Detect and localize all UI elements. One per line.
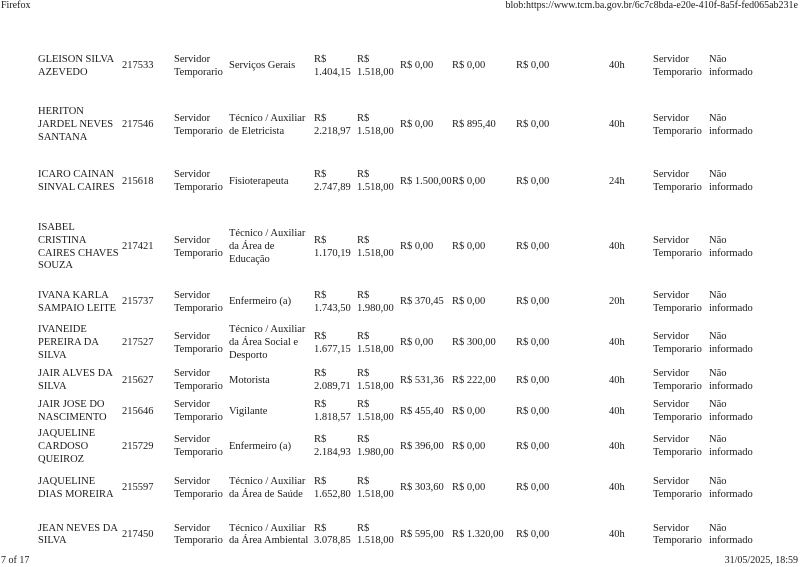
weekly-hours: 24h — [609, 175, 625, 187]
employee-id: 217527 — [122, 337, 154, 349]
job-title: Técnico / Auxiliar da Área Ambiental — [229, 522, 309, 547]
employee-category: Servidor Temporario — [653, 368, 702, 392]
base-salary: R$ 2.089,71 — [314, 368, 351, 392]
employee-category: Servidor Temporario — [653, 330, 702, 355]
additional-value-1: R$ 0,00 — [400, 60, 434, 72]
base-salary: R$ 3.078,85 — [314, 522, 351, 547]
employment-type: Servidor Temporario — [174, 368, 223, 392]
employee-id: 215627 — [122, 374, 154, 386]
observation: Não informado — [709, 368, 753, 392]
employment-type: Servidor Temporario — [174, 169, 223, 193]
employee-id: 217533 — [122, 60, 154, 72]
additional-value-2: R$ 300,00 — [452, 337, 496, 349]
additional-value-1: R$ 455,40 — [400, 405, 444, 417]
browser-title: Firefox — [1, 0, 31, 11]
table-row — [38, 153, 769, 211]
base-salary: R$ 2.218,97 — [314, 112, 351, 137]
additional-value-3: R$ 0,00 — [516, 296, 550, 308]
additional-value-1: R$ 0,00 — [400, 337, 434, 349]
employee-name: ICARO CAINAN SINVAL CAIRES — [38, 169, 115, 193]
gross-salary: R$ 1.518,00 — [357, 399, 394, 423]
observation: Não informado — [709, 53, 753, 78]
employee-id: 217450 — [122, 528, 154, 540]
additional-value-1: R$ 595,00 — [400, 528, 444, 540]
job-title: Técnico / Auxiliar da Área de Educação — [229, 228, 306, 265]
additional-value-2: R$ 0,00 — [452, 482, 486, 494]
employee-id: 215737 — [122, 296, 154, 308]
additional-value-3: R$ 0,00 — [516, 440, 550, 452]
employee-name: IVANA KARLA SAMPAIO LEITE — [38, 289, 117, 314]
table-row — [38, 35, 769, 98]
employee-name: HERITON JARDEL NEVES SANTANA — [38, 106, 114, 143]
job-title: Motorista — [229, 374, 270, 386]
observation: Não informado — [709, 112, 753, 137]
employee-id: 217546 — [122, 119, 154, 131]
gross-salary: R$ 1.518,00 — [357, 234, 394, 259]
table-row — [38, 321, 769, 366]
base-salary: R$ 1.818,57 — [314, 399, 351, 423]
gross-salary: R$ 1.980,00 — [357, 289, 394, 314]
weekly-hours: 40h — [609, 337, 625, 349]
additional-value-1: R$ 370,45 — [400, 296, 444, 308]
employment-type: Servidor Temporario — [174, 53, 223, 78]
gross-salary: R$ 1.518,00 — [357, 368, 394, 392]
job-title: Fisioterapeuta — [229, 175, 289, 187]
table-row — [38, 466, 769, 511]
weekly-hours: 40h — [609, 405, 625, 417]
additional-value-1: R$ 0,00 — [400, 241, 434, 253]
employee-name: JAQUELINE CARDOSO QUEIROZ — [38, 428, 96, 465]
employee-name: GLEISON SILVA AZEVEDO — [38, 53, 114, 78]
employee-category: Servidor Temporario — [653, 112, 702, 137]
observation: Não informado — [709, 399, 753, 423]
job-title: Técnico / Auxiliar de Eletricista — [229, 112, 306, 137]
additional-value-2: R$ 895,40 — [452, 119, 496, 131]
additional-value-3: R$ 0,00 — [516, 175, 550, 187]
additional-value-3: R$ 0,00 — [516, 528, 550, 540]
employment-type: Servidor Temporario — [174, 476, 223, 500]
weekly-hours: 20h — [609, 296, 625, 308]
additional-value-3: R$ 0,00 — [516, 337, 550, 349]
employee-name: IVANEIDE PEREIRA DA SILVA — [38, 324, 99, 361]
gross-salary: R$ 1.518,00 — [357, 112, 394, 137]
employee-category: Servidor Temporario — [653, 522, 702, 547]
page-counter: 7 of 17 — [1, 555, 30, 566]
employment-type: Servidor Temporario — [174, 522, 223, 547]
weekly-hours: 40h — [609, 528, 625, 540]
employee-id: 215618 — [122, 175, 154, 187]
additional-value-3: R$ 0,00 — [516, 405, 550, 417]
gross-salary: R$ 1.518,00 — [357, 330, 394, 355]
employee-id: 215729 — [122, 440, 154, 452]
additional-value-2: R$ 0,00 — [452, 405, 486, 417]
observation: Não informado — [709, 234, 753, 259]
additional-value-1: R$ 303,60 — [400, 482, 444, 494]
additional-value-2: R$ 0,00 — [452, 175, 486, 187]
additional-value-3: R$ 0,00 — [516, 482, 550, 494]
additional-value-1: R$ 0,00 — [400, 119, 434, 131]
observation: Não informado — [709, 476, 753, 500]
additional-value-2: R$ 0,00 — [452, 241, 486, 253]
job-title: Vigilante — [229, 405, 268, 417]
employee-table — [38, 35, 769, 559]
table-row — [38, 98, 769, 153]
additional-value-3: R$ 0,00 — [516, 60, 550, 72]
additional-value-3: R$ 0,00 — [516, 241, 550, 253]
table-row — [38, 284, 769, 321]
employee-name: JAIR JOSE DO NASCIMENTO — [38, 399, 107, 423]
employment-type: Servidor Temporario — [174, 434, 223, 459]
weekly-hours: 40h — [609, 482, 625, 494]
table-row — [38, 211, 769, 284]
employment-type: Servidor Temporario — [174, 330, 223, 355]
employee-category: Servidor Temporario — [653, 169, 702, 193]
weekly-hours: 40h — [609, 374, 625, 386]
base-salary: R$ 1.170,19 — [314, 234, 351, 259]
employee-category: Servidor Temporario — [653, 399, 702, 423]
table-row — [38, 366, 769, 396]
weekly-hours: 40h — [609, 60, 625, 72]
employment-type: Servidor Temporario — [174, 112, 223, 137]
additional-value-2: R$ 0,00 — [452, 440, 486, 452]
job-title: Enfermeiro (a) — [229, 440, 292, 452]
observation: Não informado — [709, 289, 753, 314]
weekly-hours: 40h — [609, 440, 625, 452]
job-title: Enfermeiro (a) — [229, 296, 292, 308]
base-salary: R$ 2.747,89 — [314, 169, 351, 193]
additional-value-2: R$ 0,00 — [452, 60, 486, 72]
document-url: blob:https://www.tcm.ba.gov.br/6c7c8bda-e20e-410f-8a5f-fed065ab231e — [505, 0, 798, 11]
job-title: Técnico / Auxiliar da Área Social e Desporto — [229, 324, 306, 361]
additional-value-2: R$ 0,00 — [452, 296, 486, 308]
observation: Não informado — [709, 434, 753, 459]
gross-salary: R$ 1.518,00 — [357, 169, 394, 193]
employee-category: Servidor Temporario — [653, 476, 702, 500]
additional-value-2: R$ 1.320,00 — [452, 528, 504, 540]
table-row — [38, 511, 769, 559]
base-salary: R$ 1.743,50 — [314, 289, 351, 314]
additional-value-3: R$ 0,00 — [516, 374, 550, 386]
employee-id: 215597 — [122, 482, 154, 494]
observation: Não informado — [709, 169, 753, 193]
employee-name: JAIR ALVES DA SILVA — [38, 368, 113, 392]
gross-salary: R$ 1.518,00 — [357, 53, 394, 78]
table-row — [38, 396, 769, 428]
employment-type: Servidor Temporario — [174, 399, 223, 423]
gross-salary: R$ 1.518,00 — [357, 522, 394, 547]
employee-category: Servidor Temporario — [653, 289, 702, 314]
employment-type: Servidor Temporario — [174, 289, 223, 314]
additional-value-1: R$ 1.500,00 — [400, 175, 452, 187]
gross-salary: R$ 1.518,00 — [357, 476, 394, 500]
table-row — [38, 428, 769, 466]
print-datetime: 31/05/2025, 18:59 — [724, 555, 798, 566]
base-salary: R$ 1.404,15 — [314, 53, 351, 78]
observation: Não informado — [709, 330, 753, 355]
additional-value-2: R$ 222,00 — [452, 374, 496, 386]
weekly-hours: 40h — [609, 241, 625, 253]
base-salary: R$ 1.652,80 — [314, 476, 351, 500]
weekly-hours: 40h — [609, 119, 625, 131]
base-salary: R$ 1.677,15 — [314, 330, 351, 355]
base-salary: R$ 2.184,93 — [314, 434, 351, 459]
employee-category: Servidor Temporario — [653, 234, 702, 259]
employee-name: JEAN NEVES DA SILVA — [38, 522, 118, 547]
additional-value-1: R$ 396,00 — [400, 440, 444, 452]
employee-category: Servidor Temporario — [653, 53, 702, 78]
observation: Não informado — [709, 522, 753, 547]
employee-id: 217421 — [122, 241, 154, 253]
gross-salary: R$ 1.980,00 — [357, 434, 394, 459]
job-title: Técnico / Auxiliar da Área de Saúde — [229, 476, 306, 500]
job-title: Serviços Gerais — [229, 60, 296, 72]
employee-id: 215646 — [122, 405, 154, 417]
employee-name: JAQUELINE DIAS MOREIRA — [38, 476, 114, 500]
additional-value-1: R$ 531,36 — [400, 374, 444, 386]
employment-type: Servidor Temporario — [174, 234, 223, 259]
employee-name: ISABEL CRISTINA CAIRES CHAVES SOUZA — [38, 221, 119, 272]
additional-value-3: R$ 0,00 — [516, 119, 550, 131]
employee-category: Servidor Temporario — [653, 434, 702, 459]
